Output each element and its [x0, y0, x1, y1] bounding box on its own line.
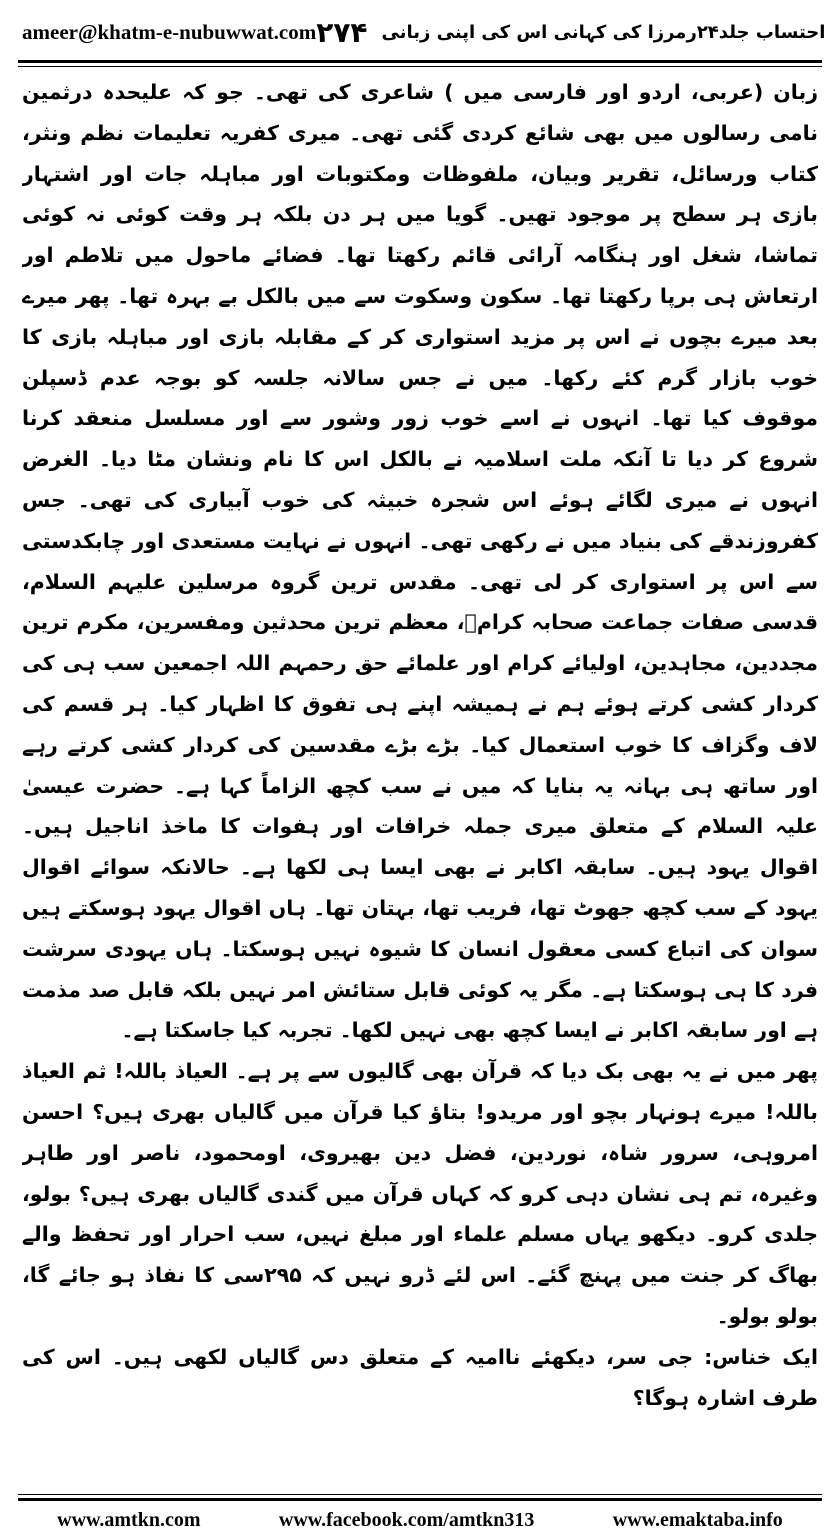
footer-link-amtkn[interactable]: www.amtkn.com [57, 1508, 201, 1531]
footer-rule-thin [18, 1494, 822, 1495]
header-rule-thin [18, 66, 822, 67]
header-rule-thick [18, 60, 822, 63]
header-title-group [316, 16, 825, 49]
footer-link-emaktaba[interactable]: www.emaktaba.info [612, 1508, 783, 1531]
body-text [22, 72, 818, 1482]
page-number: ۲۷۴ [316, 15, 368, 49]
page-footer [18, 1503, 822, 1537]
header-email: ameer@khatm-e-nubuwwat.com [22, 19, 317, 44]
paragraph-2: پھر میں نے یہ بھی بک دیا کہ قرآن بھی گالیوں سے پر ہے۔ العیاذ باللہ! ثم العیاذ باللہ! میرے ہونہار بچو اور مریدو! بتاؤ کیا قرآن میں گالیاں بھری ہیں؟ احسن امروہی، سرور شاہ، نوردین، فضل دین بھیروی، اومحمود، ناصر اور طاہر وغیرہ، تم ہی نشان دہی کرو کہ کہاں قرآن میں گندی گالیاں بھری ہیں؟ بولو، جلدی کرو۔ دیکھو یہاں مسلم علماء اور مبلغ نہیں، سب احرار اور تحفظ والے بھاگ کر جنت میں پہنچ گئے۔ اس لئے ڈرو نہیں کہ ۲۹۵سی کا نفاذ ہو جائے گا، بولو بولو۔ [22, 1059, 818, 1328]
header-title: احتساب جلد۲۴رمرزا کی کہانی اس کی اپنی زبانی [381, 21, 826, 43]
page-header [22, 8, 826, 56]
footer-link-facebook[interactable]: www.facebook.com/amtkn313 [278, 1508, 535, 1531]
paragraph-1: زبان (عربی، اردو اور فارسی میں ) شاعری کی تھی۔ جو کہ علیحدہ درثمین نامی رسالوں میں بھی شائع کردی گئی تھی۔ میری کفریہ تعلیمات نظم ونثر، کتاب ورسائل، تقریر وبیان، ملفوظات ومکتوبات اور مباہلہ جات اور اشتہار بازی ہر سطح پر موجود تھیں۔ گویا میں ہر دن بلکہ ہر وقت کوئی نہ کوئی تماشا، شغل اور ہنگامہ آرائی قائم رکھتا تھا۔ فضائے ماحول میں تلاطم اور ارتعاش ہی برپا رکھتا تھا۔ سکون وسکوت سے میں بالکل بے بہرہ تھا۔ پھر میرے بعد میرے بچوں نے اس پر مزید استواری کر کے مقابلہ بازی اور مباہلہ بازی کا خوب بازار گرم کئے رکھا۔ میں نے جس سالانہ جلسہ کو بوجہ عدم ڈسپلن موقوف کیا تھا۔ انہوں نے اسے خوب زور وشور سے اور مسلسل منعقد کرنا شروع کر دیا تا آنکہ ملت اسلامیہ نے بالکل اس کا نام ونشان مٹا دیا۔ الغرض انہوں نے میری لگائے ہوئے اس شجرہ خبیثہ کی خوب آبیاری کی تھی۔ جس کفروزندقے کی بنیاد میں نے رکھی تھی۔ انہوں نے نہایت مستعدی اور چابکدستی سے اس پر استواری کر لی تھی۔ مقدس ترین گروہ مرسلین علیہم السلام، قدسی صفات جماعت صحابہ کرامؓ، معظم ترین محدثین ومفسرین، مکرم ترین مجددین، مجاہدین، اولیائے کرام اور علمائے حق رحمہم اللہ اجمعین سب ہی کی کردار کشی کرتے ہوئے ہم نے ہمیشہ اپنے ہی تفوق کا اظہار کیا۔ ہر قسم کی لاف وگزاف کا خوب استعمال کیا۔ بڑے بڑے مقدسین کی کردار کشی کرتے رہے اور ساتھ ہی بہانہ یہ بنایا کہ میں نے سب کچھ الزاماً کہا ہے۔ حضرت عیسیٰ علیہ السلام کے متعلق میری جملہ خرافات اور ہفوات کا ماخذ اناجیل ہیں۔ اقوال یہود ہیں۔ سابقہ اکابر نے بھی ایسا ہی لکھا ہے۔ حالانکہ سوائے اقوال یہود کے سب کچھ جھوٹ تھا، فریب تھا، بہتان تھا۔ ہاں اقوال یہود ہوسکتے ہیں سوان کی اتباع کسی معقول انسان کا شیوہ نہیں ہوسکتا۔ ہاں یہودی سرشت فرد کا ہی ہوسکتا ہے۔ مگر یہ کوئی قابل ستائش امر نہیں بلکہ قابل صد مذمت ہے اور سابقہ اکابر نے ایسا کچھ بھی نہیں لکھا۔ تجربہ کیا جاسکتا ہے۔ [22, 80, 818, 1043]
paragraph-3: ایک خناس: جی سر، دیکھئے ناامیہ کے متعلق دس گالیاں لکھی ہیں۔ اس کی طرف اشارہ ہوگا؟ [22, 1344, 818, 1410]
footer-rule-thick [18, 1498, 822, 1501]
